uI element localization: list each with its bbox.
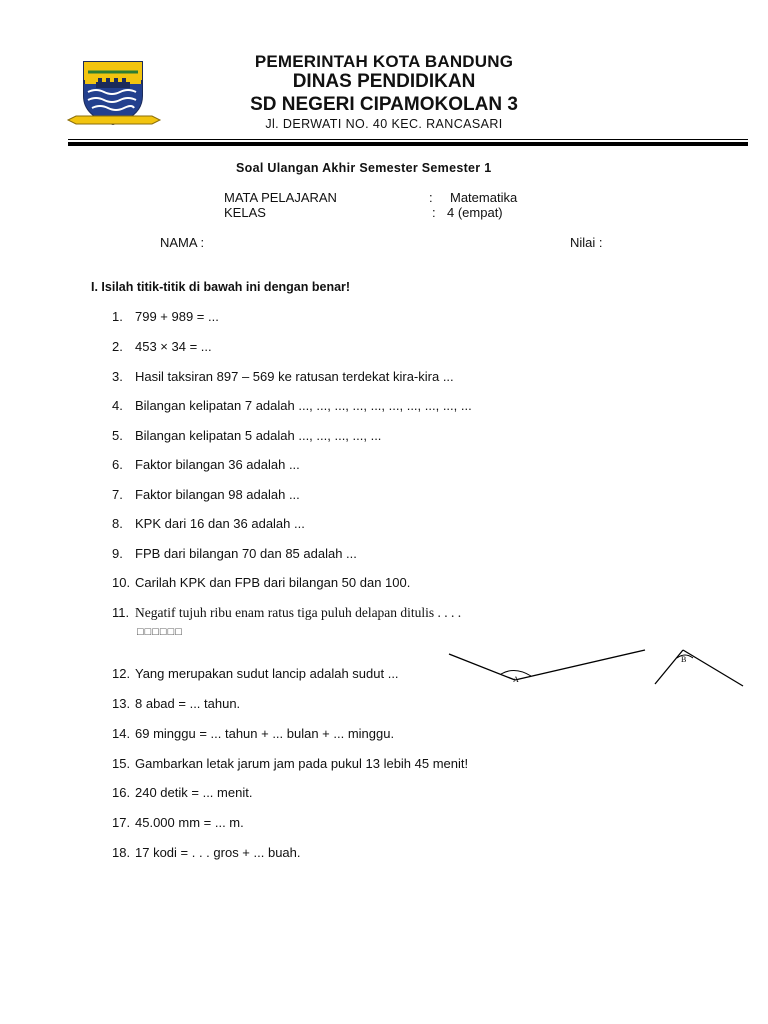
question-item bbox=[0, 369, 768, 389]
question-text: Carilah KPK dan FPB dari bilangan 50 dan 100. bbox=[135, 575, 411, 590]
question-text: Hasil taksiran 897 – 569 ke ratusan terdekat kira-kira ... bbox=[135, 369, 454, 384]
subject-colon: : bbox=[429, 190, 433, 205]
header-address: Jl. DERWATI NO. 40 KEC. RANCASARI bbox=[265, 117, 503, 131]
question-text: Bilangan kelipatan 7 adalah ..., ..., ..., ..., ..., ..., ..., ..., ..., ... bbox=[135, 398, 472, 413]
angle-b-label: B bbox=[681, 655, 687, 664]
question-number: 5. bbox=[112, 428, 123, 443]
exam-title: Soal Ulangan Akhir Semester Semester 1 bbox=[236, 161, 492, 175]
question-number: 17. bbox=[112, 815, 131, 830]
question-text: Yang merupakan sudut lancip adalah sudut ... bbox=[135, 666, 399, 681]
bandung-emblem-icon bbox=[66, 58, 162, 130]
question-number: 16. bbox=[112, 785, 131, 800]
question-number: 4. bbox=[112, 398, 123, 413]
question-item bbox=[0, 546, 768, 566]
question-number: 14. bbox=[112, 726, 131, 741]
header-department: DINAS PENDIDIKAN bbox=[292, 71, 476, 92]
question-text: Faktor bilangan 36 adalah ... bbox=[135, 457, 300, 472]
question-item bbox=[0, 815, 768, 835]
question-text: 453 × 34 = ... bbox=[135, 339, 212, 354]
question-number: 6. bbox=[112, 457, 123, 472]
question-text: 240 detik = ... menit. bbox=[135, 785, 253, 800]
question-item bbox=[0, 487, 768, 507]
header-school: SD NEGERI CIPAMOKOLAN 3 bbox=[250, 94, 518, 115]
question-item bbox=[0, 516, 768, 536]
question-number: 9. bbox=[112, 546, 123, 561]
question-number: 13. bbox=[112, 696, 131, 711]
question-number: 1. bbox=[112, 309, 123, 324]
score-field-label: Nilai : bbox=[570, 235, 603, 250]
question-item bbox=[0, 457, 768, 477]
question-item bbox=[0, 696, 768, 716]
question-number: 10. bbox=[112, 575, 131, 590]
question-text: KPK dari 16 dan 36 adalah ... bbox=[135, 516, 305, 531]
header-divider bbox=[68, 142, 748, 146]
missing-glyph-boxes: □□□□□□ bbox=[137, 626, 183, 638]
class-colon: : bbox=[432, 205, 436, 220]
question-number: 18. bbox=[112, 845, 131, 860]
question-text: 799 + 989 = ... bbox=[135, 309, 219, 324]
question-number: 3. bbox=[112, 369, 123, 384]
question-number: 2. bbox=[112, 339, 123, 354]
header-government: PEMERINTAH KOTA BANDUNG bbox=[254, 52, 514, 71]
question-item bbox=[0, 785, 768, 805]
question-item bbox=[0, 339, 768, 359]
question-text: Gambarkan letak jarum jam pada pukul 13 lebih 45 menit! bbox=[135, 756, 469, 771]
angle-a-label: A bbox=[513, 675, 519, 684]
question-text: Faktor bilangan 98 adalah ... bbox=[135, 487, 300, 502]
section-instruction: I. Isilah titik-titik di bawah ini dengan benar! bbox=[91, 280, 351, 294]
question-item bbox=[0, 726, 768, 746]
question-text: 69 minggu = ... tahun + ... bulan + ... minggu. bbox=[135, 726, 395, 741]
question-text: Negatif tujuh ribu enam ratus tiga puluh delapan ditulis . . . . bbox=[135, 605, 462, 620]
question-text: FPB dari bilangan 70 dan 85 adalah ... bbox=[135, 546, 357, 561]
subject-label: MATA PELAJARAN bbox=[224, 190, 337, 205]
question-item bbox=[0, 398, 768, 418]
question-number: 11. bbox=[112, 605, 130, 620]
question-number: 12. bbox=[112, 666, 131, 681]
header-divider-thin bbox=[68, 139, 748, 140]
subject-value: Matematika bbox=[450, 190, 518, 205]
question-number: 8. bbox=[112, 516, 123, 531]
class-label: KELAS bbox=[224, 205, 266, 220]
question-item bbox=[0, 575, 768, 595]
question-number: 15. bbox=[112, 756, 131, 771]
question-number: 7. bbox=[112, 487, 123, 502]
question-text: Bilangan kelipatan 5 adalah ..., ..., ..., ..., ... bbox=[135, 428, 382, 443]
question-text: 45.000 mm = ... m. bbox=[135, 815, 244, 830]
question-item bbox=[0, 845, 768, 865]
question-text: 8 abad = ... tahun. bbox=[135, 696, 241, 711]
question-text: 17 kodi = . . . gros + ... buah. bbox=[135, 845, 301, 860]
class-value: 4 (empat) bbox=[447, 205, 503, 220]
question-item bbox=[0, 756, 768, 776]
question-item bbox=[0, 309, 768, 329]
name-field-label: NAMA : bbox=[160, 235, 205, 250]
question-item bbox=[0, 605, 768, 625]
question-item bbox=[0, 428, 768, 448]
